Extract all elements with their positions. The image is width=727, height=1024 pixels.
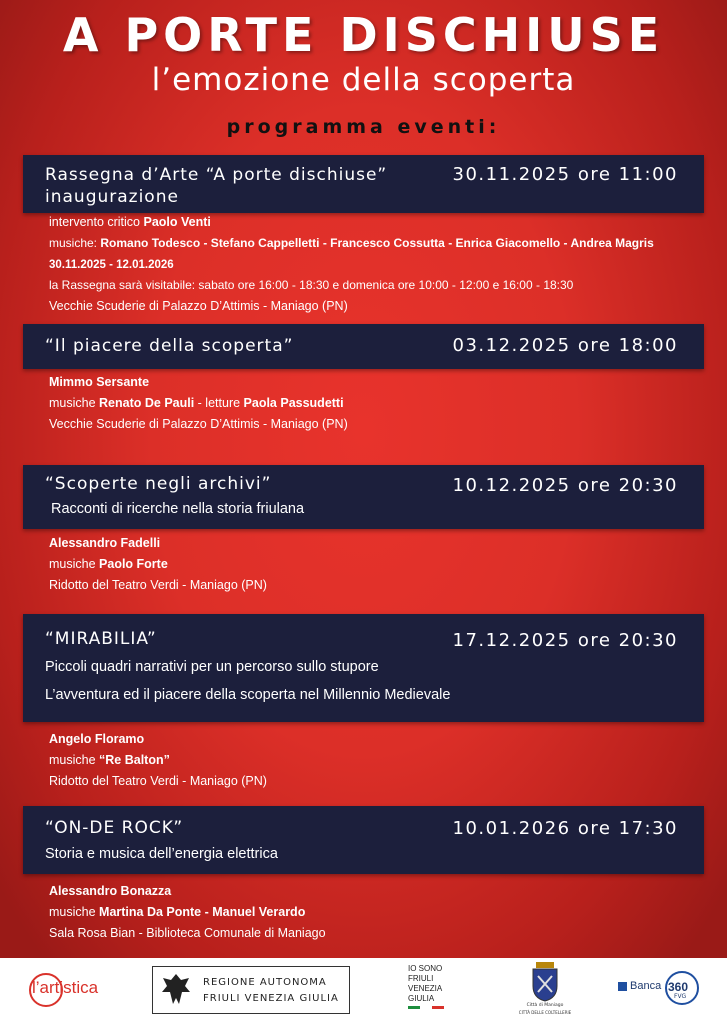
- eagle-emblem-icon: [159, 970, 193, 1010]
- event-4-musician: “Re Balton”: [99, 753, 170, 767]
- iosono-line-4: GIULIA: [408, 994, 435, 1003]
- io-sono-fvg-logo: [408, 964, 468, 1018]
- maniago-crest-logo: [518, 962, 572, 1020]
- event-5-date: 10.01.2026 ore 17:30: [452, 818, 678, 839]
- event-1-opening-hours: la Rassegna sarà visitabile: sabato ore 16:00 - 18:30 e domenica ore 10:00 - 12:00 e 16:00 - 18:30: [49, 278, 574, 292]
- poster-title: A PORTE DISCHIUSE: [62, 8, 665, 62]
- event-5-subtitle: Storia e musica dell’energia elettrica: [45, 846, 278, 862]
- event-5-musicians: Martina Da Ponte - Manuel Verardo: [99, 905, 306, 919]
- event-5-title: “ON-DE ROCK”: [45, 818, 184, 838]
- comune-line-2: CITTÀ DELLE COLTELLERIE: [518, 1010, 572, 1015]
- event-3-speaker: Alessandro Fadelli: [49, 536, 161, 550]
- event-3-subtitle: Racconti di ricerche nella storia friulana: [51, 501, 305, 517]
- italian-flag-stripe: [408, 1006, 444, 1009]
- event-1-critic-label: intervento critico: [49, 215, 144, 229]
- sponsor-footer: [0, 958, 727, 1024]
- poster-subtitle: l’emozione della scoperta: [151, 62, 576, 98]
- event-3-music-label: musiche: [49, 557, 100, 571]
- event-3-date: 10.12.2025 ore 20:30: [452, 475, 678, 496]
- banca-label: Banca: [630, 980, 662, 992]
- event-1-title-line2: inaugurazione: [45, 187, 179, 207]
- comune-line-1: Città di Maniago: [526, 1003, 564, 1008]
- event-4-speaker: Angelo Floramo: [49, 732, 145, 746]
- event-5-music-label: musiche: [49, 905, 100, 919]
- regione-line-1: REGIONE AUTONOMA: [203, 977, 327, 988]
- event-3-details: [49, 533, 267, 596]
- event-1-details: [49, 212, 654, 317]
- event-2-musician: Renato De Pauli: [99, 396, 195, 410]
- event-1-period: 30.11.2025 - 12.01.2026: [49, 259, 174, 271]
- regione-fvg-logo: [152, 966, 350, 1014]
- event-2-speaker: Mimmo Sersante: [49, 375, 150, 389]
- event-1-header: [23, 155, 704, 213]
- event-4-subtitle: Piccoli quadri narrativi per un percorso sullo stupore: [45, 659, 379, 675]
- iosono-line-2: FRIULI: [408, 974, 434, 983]
- event-4-music-label: musiche: [49, 753, 100, 767]
- event-1-title: Rassegna d’Arte “A porte dischiuse”: [45, 165, 388, 185]
- artistica-logo: [26, 968, 136, 1012]
- event-3-musician: Paolo Forte: [99, 557, 168, 571]
- event-4-date: 17.12.2025 ore 20:30: [452, 630, 678, 651]
- event-5-details: [49, 881, 326, 944]
- program-heading: programma eventi:: [226, 116, 501, 138]
- event-1-music-label: musiche:: [49, 236, 101, 250]
- event-4-header: [23, 614, 704, 722]
- event-3-title: “Scoperte negli archivi”: [45, 474, 272, 494]
- coat-of-arms-icon: [530, 962, 560, 1002]
- event-1-musicians: Romano Todesco - Stefano Cappelletti - Francesco Cossutta - Enrica Giacomello - Andrea Magris: [100, 236, 654, 250]
- event-4-title: “MIRABILIA”: [45, 629, 157, 649]
- banca360-logo: [618, 970, 710, 1010]
- event-4-details: [49, 729, 267, 792]
- event-4-venue: Ridotto del Teatro Verdi - Maniago (PN): [49, 774, 267, 788]
- event-3-venue: Ridotto del Teatro Verdi - Maniago (PN): [49, 578, 267, 592]
- event-3-header: [23, 465, 704, 529]
- event-5-header: [23, 806, 704, 874]
- iosono-line-3: VENEZIA: [408, 984, 443, 993]
- event-5-speaker: Alessandro Bonazza: [49, 884, 172, 898]
- event-2-details: [49, 372, 348, 435]
- event-2-music-label: musiche: [49, 396, 100, 410]
- banca-fvg: FVG: [674, 993, 687, 1000]
- event-1-critic: Paolo Venti: [143, 215, 211, 229]
- event-2-reader: Paola Passudetti: [243, 396, 344, 410]
- iosono-line-1: IO SONO: [408, 964, 443, 973]
- event-1-venue: Vecchie Scuderie di Palazzo D’Attimis - Maniago (PN): [49, 299, 348, 313]
- event-2-reading-label: - letture: [194, 396, 244, 410]
- event-1-date: 30.11.2025 ore 11:00: [452, 164, 678, 185]
- artistica-wordmark: l’artistica: [32, 978, 99, 997]
- regione-line-2: FRIULI VENEZIA GIULIA: [203, 993, 339, 1004]
- event-2-venue: Vecchie Scuderie di Palazzo D’Attimis - Maniago (PN): [49, 417, 348, 431]
- banca-square-icon: [618, 982, 627, 991]
- event-5-venue: Sala Rosa Bian - Biblioteca Comunale di Maniago: [49, 926, 326, 940]
- banca-number: 360: [668, 980, 689, 994]
- event-4-subtitle-2: L’avventura ed il piacere della scoperta nel Millennio Medievale: [45, 687, 451, 703]
- event-2-title: “Il piacere della scoperta”: [45, 336, 294, 356]
- event-2-header: [23, 324, 704, 369]
- event-2-date: 03.12.2025 ore 18:00: [452, 335, 678, 356]
